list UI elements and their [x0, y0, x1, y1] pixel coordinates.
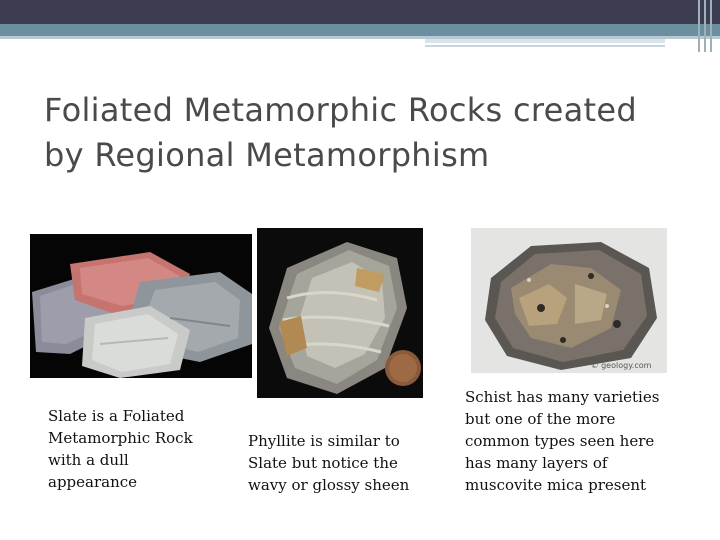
- photo-credit: © geology.com: [590, 361, 652, 370]
- phyllite-rock-photo: [257, 228, 423, 398]
- header-rule-short: [425, 39, 665, 43]
- slide-title: Foliated Metamorphic Rocks created by Regional Metamorphism: [44, 91, 637, 174]
- header-bar: [0, 0, 720, 24]
- corner-decoration: [694, 0, 720, 52]
- header-accent-bar: [0, 24, 720, 36]
- slate-caption: Slate is a Foliated Metamorphic Rock with a dull appearance: [48, 407, 193, 491]
- schist-caption: Schist has many varieties but one of the more common types seen here has many layers of muscovite mica present: [465, 388, 660, 494]
- slate-rock-photo: [30, 234, 252, 378]
- phyllite-caption: Phyllite is similar to Slate but notice the wavy or glossy sheen: [248, 432, 410, 494]
- header-rule-short-thin: [425, 45, 665, 47]
- schist-rock-photo: [471, 228, 667, 373]
